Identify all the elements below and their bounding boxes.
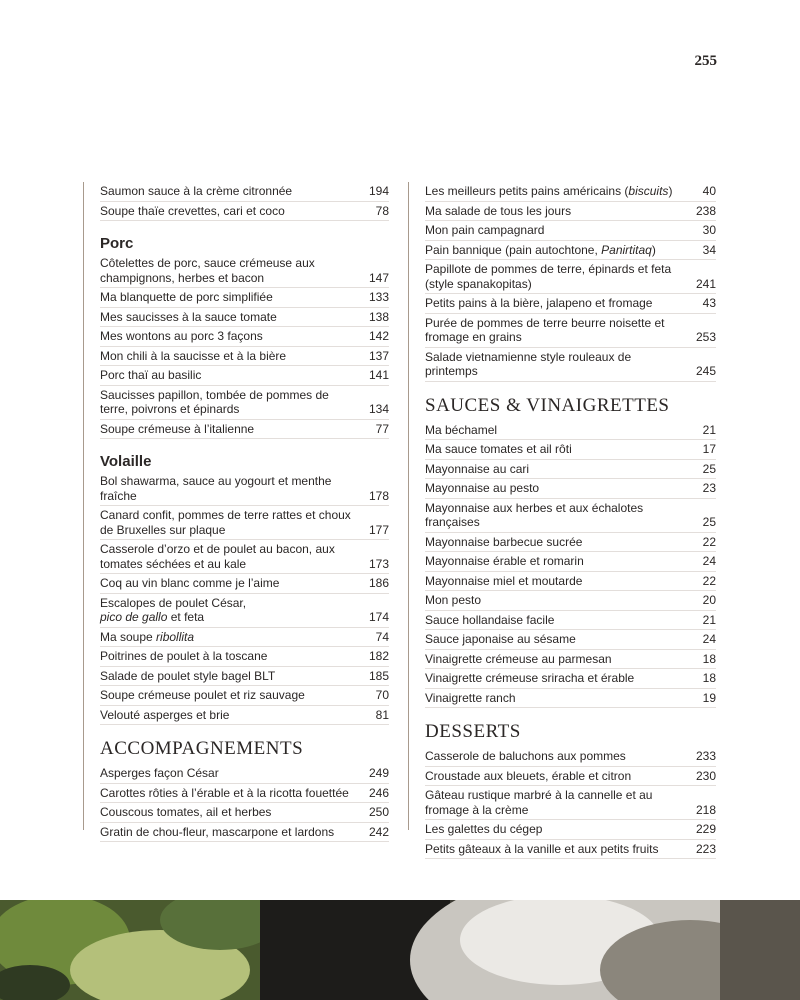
entry-title-part: et feta bbox=[167, 610, 205, 624]
entry-title: Les galettes du cégep bbox=[425, 822, 543, 836]
entry-page-number: 40 bbox=[702, 184, 716, 198]
index-entry bbox=[100, 540, 389, 574]
index-entry bbox=[100, 254, 389, 288]
entry-page-number: 141 bbox=[368, 368, 389, 382]
entry-page-number: 238 bbox=[695, 203, 716, 218]
entry-title bbox=[100, 630, 359, 645]
entry-page-number: 250 bbox=[368, 805, 389, 819]
entry-title-part: Les meilleurs petits pains américains ( bbox=[425, 184, 629, 198]
index-entry bbox=[425, 630, 716, 650]
entry-page-number: 174 bbox=[368, 610, 389, 624]
entry-title: Vinaigrette crémeuse sriracha et érable bbox=[425, 671, 635, 685]
entry-page-number: 18 bbox=[702, 671, 716, 685]
index-entry bbox=[425, 650, 716, 670]
index-entry bbox=[100, 202, 389, 222]
entry-page-number: 242 bbox=[368, 824, 389, 839]
entry-page-number: 223 bbox=[695, 841, 716, 856]
index-entry bbox=[100, 706, 389, 726]
entry-title: Vinaigrette crémeuse au parmesan bbox=[425, 651, 612, 666]
index-entry bbox=[425, 182, 716, 202]
volaille-items bbox=[100, 472, 389, 725]
entry-title-part: Ma soupe bbox=[100, 629, 157, 644]
index-entry bbox=[425, 241, 716, 261]
entry-title: Croustade aux bleuets, érable et citron bbox=[425, 768, 632, 783]
food-photo-strip bbox=[0, 900, 800, 1000]
entry-page-number: 78 bbox=[375, 203, 389, 218]
entry-page-number: 218 bbox=[695, 802, 716, 817]
entry-title: Casserole d’orzo et de poulet au bacon, aux tomates séchées et au kale bbox=[100, 542, 335, 571]
desserts-items bbox=[425, 747, 716, 859]
index-entry bbox=[425, 572, 716, 592]
entry-title-italic: Panirtitaq bbox=[601, 242, 652, 257]
entry-title: Couscous tomates, ail et herbes bbox=[100, 805, 272, 819]
category-volaille: Volaille bbox=[100, 453, 152, 470]
entry-page-number: 25 bbox=[702, 461, 716, 476]
entry-title-italic: pico de gallo bbox=[100, 610, 168, 624]
index-entry bbox=[425, 460, 716, 480]
entry-title: Salade vietnamienne style rouleaux de printemps bbox=[425, 349, 632, 378]
index-entry bbox=[100, 803, 389, 823]
entry-page-number: 245 bbox=[695, 364, 716, 378]
entry-page-number: 22 bbox=[702, 573, 716, 588]
entry-page-number: 20 bbox=[702, 593, 716, 607]
entry-title: Mon pesto bbox=[425, 593, 482, 607]
index-entry bbox=[425, 221, 716, 241]
entry-title bbox=[425, 184, 686, 199]
entry-page-number: 233 bbox=[695, 749, 716, 763]
entry-title: Ma blanquette de porc simplifiée bbox=[100, 290, 273, 304]
entry-page-number: 17 bbox=[702, 442, 716, 456]
entry-page-number: 24 bbox=[702, 554, 716, 568]
entry-title: Petits pains à la bière, jalapeno et fromage bbox=[425, 296, 653, 310]
index-entry bbox=[425, 820, 716, 840]
index-entry bbox=[425, 479, 716, 499]
entry-title: Gratin de chou-fleur, mascarpone et lardons bbox=[100, 824, 335, 839]
index-entry bbox=[425, 747, 716, 767]
entry-page-number: 30 bbox=[702, 223, 716, 237]
index-entry bbox=[425, 552, 716, 572]
entry-title-part: ) bbox=[668, 184, 673, 198]
entry-page-number: 133 bbox=[368, 290, 389, 304]
index-entry bbox=[100, 667, 389, 687]
entry-page-number: 43 bbox=[702, 296, 716, 310]
entry-page-number: 22 bbox=[702, 534, 716, 549]
entry-title: Papillote de pommes de terre, épinards et feta (style spanakopitas) bbox=[425, 262, 672, 291]
entry-page-number: 249 bbox=[368, 766, 389, 780]
entry-title: Poitrines de poulet à la toscane bbox=[100, 649, 268, 663]
index-entry bbox=[425, 421, 716, 441]
entry-title: Soupe crémeuse poulet et riz sauvage bbox=[100, 688, 305, 702]
entry-title: Vinaigrette ranch bbox=[425, 690, 516, 705]
index-entry bbox=[100, 784, 389, 804]
entry-title: Ma sauce tomates et ail rôti bbox=[425, 442, 572, 456]
entry-title: Mayonnaise miel et moutarde bbox=[425, 573, 583, 588]
entry-title: Asperges façon César bbox=[100, 766, 219, 780]
index-entry bbox=[100, 366, 389, 386]
index-entry bbox=[100, 182, 389, 202]
index-entry bbox=[425, 499, 716, 533]
entry-title bbox=[425, 243, 686, 258]
entry-title: Casserole de baluchons aux pommes bbox=[425, 749, 626, 763]
index-entry bbox=[425, 260, 716, 294]
entry-title bbox=[100, 596, 359, 625]
index-entry bbox=[425, 440, 716, 460]
index-entry bbox=[425, 348, 716, 382]
index-entry bbox=[425, 689, 716, 709]
index-entry bbox=[100, 288, 389, 308]
entry-page-number: 21 bbox=[702, 612, 716, 627]
index-entry bbox=[100, 647, 389, 667]
entry-title-part: Escalopes de poulet César, bbox=[100, 595, 247, 610]
index-entry bbox=[100, 308, 389, 328]
index-entry bbox=[100, 594, 389, 628]
index-entry bbox=[425, 591, 716, 611]
entry-title: Bol shawarma, sauce au yogourt et menthe fraîche bbox=[100, 474, 332, 503]
index-entry bbox=[425, 314, 716, 348]
entry-title: Sauce hollandaise facile bbox=[425, 612, 555, 627]
index-entry bbox=[425, 202, 716, 222]
index-entry bbox=[100, 506, 389, 540]
entry-page-number: 194 bbox=[368, 184, 389, 198]
entry-page-number: 253 bbox=[695, 330, 716, 344]
entry-title: Soupe thaïe crevettes, cari et coco bbox=[100, 203, 285, 218]
index-entry bbox=[425, 533, 716, 553]
entry-title: Mon chili à la saucisse et à la bière bbox=[100, 348, 287, 363]
entry-page-number: 23 bbox=[702, 481, 716, 495]
entry-title: Mon pain campagnard bbox=[425, 223, 545, 237]
page-number: 255 bbox=[694, 53, 717, 69]
entry-page-number: 186 bbox=[368, 576, 389, 590]
index-entry bbox=[425, 767, 716, 787]
entry-title: Ma béchamel bbox=[425, 422, 498, 437]
entry-page-number: 185 bbox=[368, 668, 389, 683]
index-entry bbox=[100, 347, 389, 367]
entry-page-number: 77 bbox=[375, 421, 389, 436]
entry-title: Canard confit, pommes de terre rattes et choux de Bruxelles sur plaque bbox=[100, 508, 351, 537]
entry-page-number: 178 bbox=[368, 488, 389, 503]
entry-title: Coq au vin blanc comme je l’aime bbox=[100, 576, 280, 590]
entry-title: Saumon sauce à la crème citronnée bbox=[100, 184, 293, 198]
index-entry bbox=[100, 574, 389, 594]
entry-page-number: 147 bbox=[368, 270, 389, 285]
index-entry bbox=[100, 628, 389, 648]
entry-title: Mayonnaise érable et romarin bbox=[425, 554, 584, 568]
entry-page-number: 25 bbox=[702, 515, 716, 529]
entry-title: Carottes rôties à l’érable et à la ricotta fouettée bbox=[100, 785, 349, 800]
index-entry bbox=[100, 686, 389, 706]
entry-title: Sauce japonaise au sésame bbox=[425, 632, 576, 646]
right-top-items bbox=[425, 182, 716, 382]
entry-page-number: 229 bbox=[695, 822, 716, 836]
entry-title-italic: biscuits bbox=[628, 184, 669, 198]
index-entry bbox=[100, 472, 389, 506]
index-entry bbox=[100, 386, 389, 420]
entry-title-part: ) bbox=[651, 242, 656, 257]
entry-title: Gâteau rustique marbré à la cannelle et au fromage à la crème bbox=[425, 788, 653, 817]
entry-page-number: 134 bbox=[368, 402, 389, 416]
entry-title: Purée de pommes de terre beurre noisette et fromage en grains bbox=[425, 315, 665, 344]
heading-accompagnements: ACCOMPAGNEMENTS bbox=[100, 738, 304, 759]
entry-title: Soupe crémeuse à l’italienne bbox=[100, 421, 255, 436]
index-entry bbox=[100, 823, 389, 843]
entry-title: Mes wontons au porc 3 façons bbox=[100, 329, 263, 343]
category-porc: Porc bbox=[100, 235, 134, 252]
entry-page-number: 138 bbox=[368, 309, 389, 324]
entry-title: Mayonnaise au pesto bbox=[425, 481, 540, 495]
porc-items bbox=[100, 254, 389, 439]
entry-title: Mayonnaise barbecue sucrée bbox=[425, 534, 583, 549]
entry-page-number: 34 bbox=[702, 242, 716, 257]
food-photo-image bbox=[0, 900, 800, 1000]
entry-page-number: 246 bbox=[368, 785, 389, 800]
index-entry bbox=[425, 611, 716, 631]
entry-title: Ma salade de tous les jours bbox=[425, 203, 572, 218]
entry-page-number: 74 bbox=[375, 629, 389, 644]
index-column-right bbox=[408, 182, 716, 856]
entry-page-number: 137 bbox=[368, 348, 389, 363]
index-entry bbox=[100, 327, 389, 347]
index-entry bbox=[425, 786, 716, 820]
index-entry bbox=[100, 420, 389, 440]
entry-page-number: 70 bbox=[375, 688, 389, 702]
entry-title: Velouté asperges et brie bbox=[100, 707, 230, 722]
entry-page-number: 177 bbox=[368, 522, 389, 537]
entry-title: Mayonnaise au cari bbox=[425, 461, 530, 476]
entry-title: Côtelettes de porc, sauce crémeuse aux champignons, herbes et bacon bbox=[100, 256, 315, 285]
entry-page-number: 182 bbox=[368, 649, 389, 663]
heading-desserts: DESSERTS bbox=[425, 721, 521, 742]
entry-page-number: 21 bbox=[702, 422, 716, 437]
entry-page-number: 241 bbox=[695, 276, 716, 291]
sauces-items bbox=[425, 421, 716, 709]
index-column-left bbox=[83, 182, 389, 839]
left-top-items bbox=[100, 182, 389, 221]
entry-page-number: 19 bbox=[702, 690, 716, 705]
entry-title: Saucisses papillon, tombée de pommes de terre, poivrons et épinards bbox=[100, 387, 329, 416]
entry-page-number: 81 bbox=[375, 707, 389, 722]
entry-title-italic: ribollita bbox=[156, 629, 195, 644]
entry-title: Mes saucisses à la sauce tomate bbox=[100, 309, 277, 324]
entry-title: Porc thaï au basilic bbox=[100, 368, 202, 382]
entry-page-number: 142 bbox=[368, 329, 389, 343]
heading-sauces-vinaigrettes: SAUCES & VINAIGRETTES bbox=[425, 394, 670, 416]
index-entry bbox=[425, 669, 716, 689]
entry-page-number: 173 bbox=[368, 556, 389, 571]
entry-title: Salade de poulet style bagel BLT bbox=[100, 668, 276, 683]
entry-page-number: 18 bbox=[702, 651, 716, 666]
index-entry bbox=[425, 294, 716, 314]
entry-title: Petits gâteaux à la vanille et aux petits fruits bbox=[425, 841, 659, 856]
entry-title: Mayonnaise aux herbes et aux échalotes françaises bbox=[425, 500, 644, 529]
index-entry bbox=[100, 764, 389, 784]
entry-title-part: Pain bannique (pain autochtone, bbox=[425, 242, 602, 257]
accompagnements-items bbox=[100, 764, 389, 842]
index-entry bbox=[425, 840, 716, 860]
entry-page-number: 24 bbox=[702, 632, 716, 646]
entry-page-number: 230 bbox=[695, 768, 716, 783]
